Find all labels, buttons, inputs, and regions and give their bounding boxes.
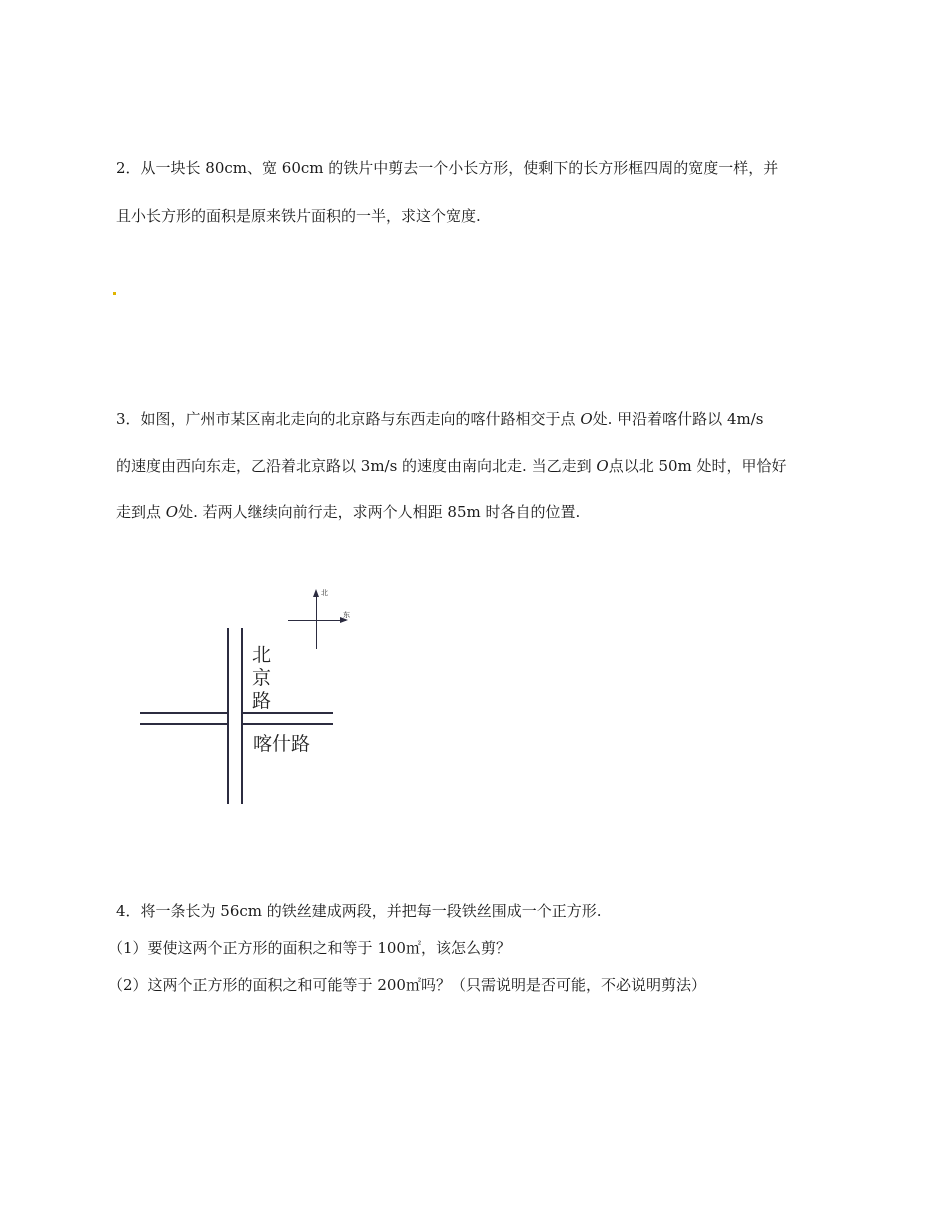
beijing-road-label-3: 路 [252, 690, 272, 712]
north-label: 北 [321, 589, 328, 597]
north-arrow-icon [313, 589, 319, 597]
q3-line-1: 3．如图，广州市某区南北走向的北京路与东西走向的喀什路相交于点 O处. 甲沿着喀什路以 4m/s [116, 410, 764, 428]
kashi-road-south-edge-west [140, 723, 227, 725]
q4-line-3: （2）这两个正方形的面积之和可能等于 200㎡吗？（只需说明是否可能，不必说明剪法） [108, 976, 706, 994]
beijing-road-east-edge [241, 628, 243, 804]
beijing-road-label-1: 北 [252, 644, 272, 666]
kashi-road-north-edge-west [140, 712, 227, 714]
stray-mark [113, 292, 116, 295]
q3-line-3: 走到点 O处. 若两人继续向前行走，求两个人相距 85m 时各自的位置. [116, 503, 581, 521]
point-o: O [165, 503, 179, 521]
point-o: O [596, 457, 609, 475]
compass-ns-line [316, 593, 317, 649]
road-map-figure [135, 585, 365, 810]
beijing-road-west-edge [227, 628, 229, 804]
east-label: 东 [343, 611, 350, 619]
q2-line-2: 且小长方形的面积是原来铁片面积的一半，求这个宽度. [116, 207, 481, 225]
q3-line-2: 的速度由西向东走，乙沿着北京路以 3m/s 的速度由南向北走. 当乙走到 O点以北 50m 处时，甲恰好 [116, 457, 787, 475]
q4-line-2: （1）要使这两个正方形的面积之和等于 100㎡，该怎么剪？ [108, 939, 511, 957]
q4-line-1: 4．将一条长为 56cm 的铁丝建成两段，并把每一段铁丝围成一个正方形. [116, 902, 602, 920]
compass-ew-line [288, 620, 346, 621]
kashi-road-south-edge-east [243, 723, 333, 725]
kashi-road-label: 喀什路 [253, 733, 311, 755]
beijing-road-label-2: 京 [252, 667, 272, 689]
point-o: O [580, 410, 593, 428]
q2-line-1: 2．从一块长 80cm、宽 60cm 的铁片中剪去一个小长方形，使剩下的长方形框四周的宽度一样，并 [116, 159, 779, 177]
